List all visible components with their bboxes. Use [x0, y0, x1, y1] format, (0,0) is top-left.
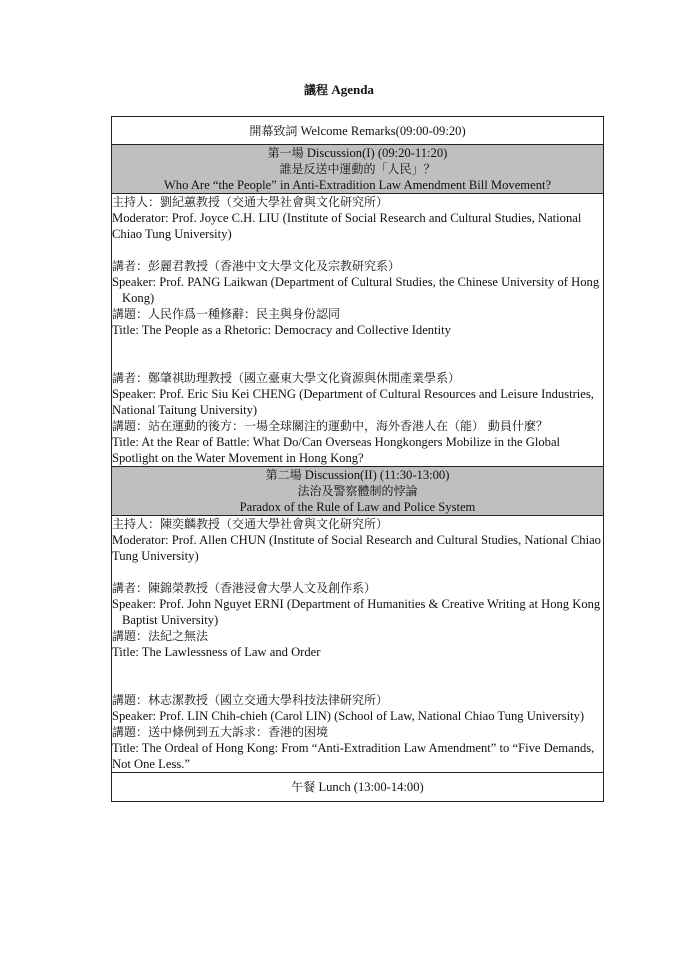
welcome-row	[112, 117, 604, 145]
session1-speaker1-topic-zh: 講題：人民作爲一種修辭：民主與身份認同	[112, 307, 341, 321]
session2-speaker1-en: Speaker: Prof. John Nguyet ERNI (Department of Humanities & Creative Writing at Hong Kong Baptist University)	[112, 597, 601, 627]
session1-speaker1-en: Speaker: Prof. PANG Laikwan (Department of Cultural Studies, the Chinese University of Hong Kong)	[112, 275, 600, 305]
welcome-en: Welcome Remarks(09:00-09:20)	[300, 123, 466, 138]
session2-moderator-block	[112, 516, 603, 564]
welcome-cell	[112, 117, 604, 145]
session2-body-row	[112, 516, 604, 773]
session1-speaker2-zh: 講者：鄭肇祺助理教授（國立臺東大學文化資源與休閒產業學系）	[112, 371, 461, 385]
session2-heading	[112, 467, 603, 483]
session2-speaker1-zh: 講者：陳錦榮教授（香港浸會大學人文及創作系）	[112, 581, 377, 595]
session1-topic-zh: 誰是反送中運動的「人民」？	[279, 162, 436, 176]
session1-header	[112, 145, 604, 194]
session2-moderator-en: Moderator: Prof. Allen CHUN (Institute of Social Research and Cultural Studies, National Chiao Tung University)	[112, 533, 601, 563]
session1-topic-en: Who Are “the People” in Anti-Extradition Law Amendment Bill Movement?	[163, 178, 552, 192]
agenda-table	[111, 116, 604, 802]
welcome-zh: 開幕致詞	[249, 123, 298, 138]
title-zh: 議程	[304, 83, 329, 97]
session1-moderator-block	[112, 194, 603, 242]
session2-speaker1-topic-en: Title: The Lawlessness of Law and Order	[112, 645, 321, 659]
session2-speaker2-topic-zh: 講題：送中條例到五大訴求：香港的困境	[112, 725, 329, 739]
session2-heading-zh: 第二場	[265, 468, 302, 482]
session1-header-row	[112, 145, 604, 194]
session2-topic-en: Paradox of the Rule of Law and Police System	[239, 500, 476, 514]
page-title	[0, 81, 678, 98]
session1-heading-en: Discussion(I) (09:20-11:20)	[306, 146, 448, 160]
session2-speaker1-block	[112, 580, 603, 660]
session1-heading-zh: 第一場	[267, 146, 304, 160]
session2-speaker2-zh: 講題：林志潔教授（國立交通大學科技法律研究所）	[112, 693, 389, 707]
session1-speaker2-en: Speaker: Prof. Eric Siu Kei CHENG (Department of Cultural Resources and Leisure Industries, National Taitung University)	[112, 387, 594, 417]
session2-speaker2-en: Speaker: Prof. LIN Chih-chieh (Carol LIN) (School of Law, National Chiao Tung University)	[112, 709, 585, 723]
session2-header	[112, 467, 604, 516]
session1-speaker1-topic-en: Title: The People as a Rhetoric: Democracy and Collective Identity	[112, 323, 451, 337]
lunch-cell	[112, 773, 604, 802]
session2-topic-zh: 法治及警察體制的悖論	[297, 484, 418, 498]
session1-speaker2-topic-en: Title: At the Rear of Battle: What Do/Can Overseas Hongkongers Mobilize in the Global Spotlight on the Water Movement in Hong Kong?	[112, 435, 561, 465]
session1-speaker2-block	[112, 370, 603, 466]
session1-moderator-zh: 主持人：劉紀蕙教授（交通大學社會與文化研究所）	[112, 195, 389, 209]
session2-speaker2-topic-en: Title: The Ordeal of Hong Kong: From “Anti-Extradition Law Amendment” to “Five Demands, Not One Less.”	[112, 741, 595, 771]
session1-speaker1-zh: 講者：彭麗君教授（香港中文大學文化及宗教研究系）	[112, 259, 401, 273]
session2-speaker2-block	[112, 692, 603, 772]
lunch-row	[112, 773, 604, 802]
session1-body	[112, 194, 604, 467]
session2-speaker1-topic-zh: 講題：法紀之無法	[112, 629, 209, 643]
session2-body	[112, 516, 604, 773]
lunch-en: Lunch (13:00-14:00)	[318, 780, 424, 794]
session1-body-row	[112, 194, 604, 467]
session1-speaker2-topic-zh: 講題：站在運動的後方：一場全球關注的運動中，海外香港人在（能） 動員什麼？	[112, 419, 548, 433]
session2-heading-en: Discussion(II) (11:30-13:00)	[304, 468, 450, 482]
session2-moderator-zh: 主持人：陳奕麟教授（交通大學社會與文化研究所）	[112, 517, 389, 531]
session1-speaker1-block	[112, 258, 603, 338]
session1-moderator-en: Moderator: Prof. Joyce C.H. LIU (Institute of Social Research and Cultural Studies, National Chiao Tung University)	[112, 211, 582, 241]
lunch-zh: 午餐	[291, 780, 316, 794]
session2-header-row	[112, 467, 604, 516]
session1-heading	[112, 145, 603, 161]
title-en: Agenda	[331, 82, 374, 97]
